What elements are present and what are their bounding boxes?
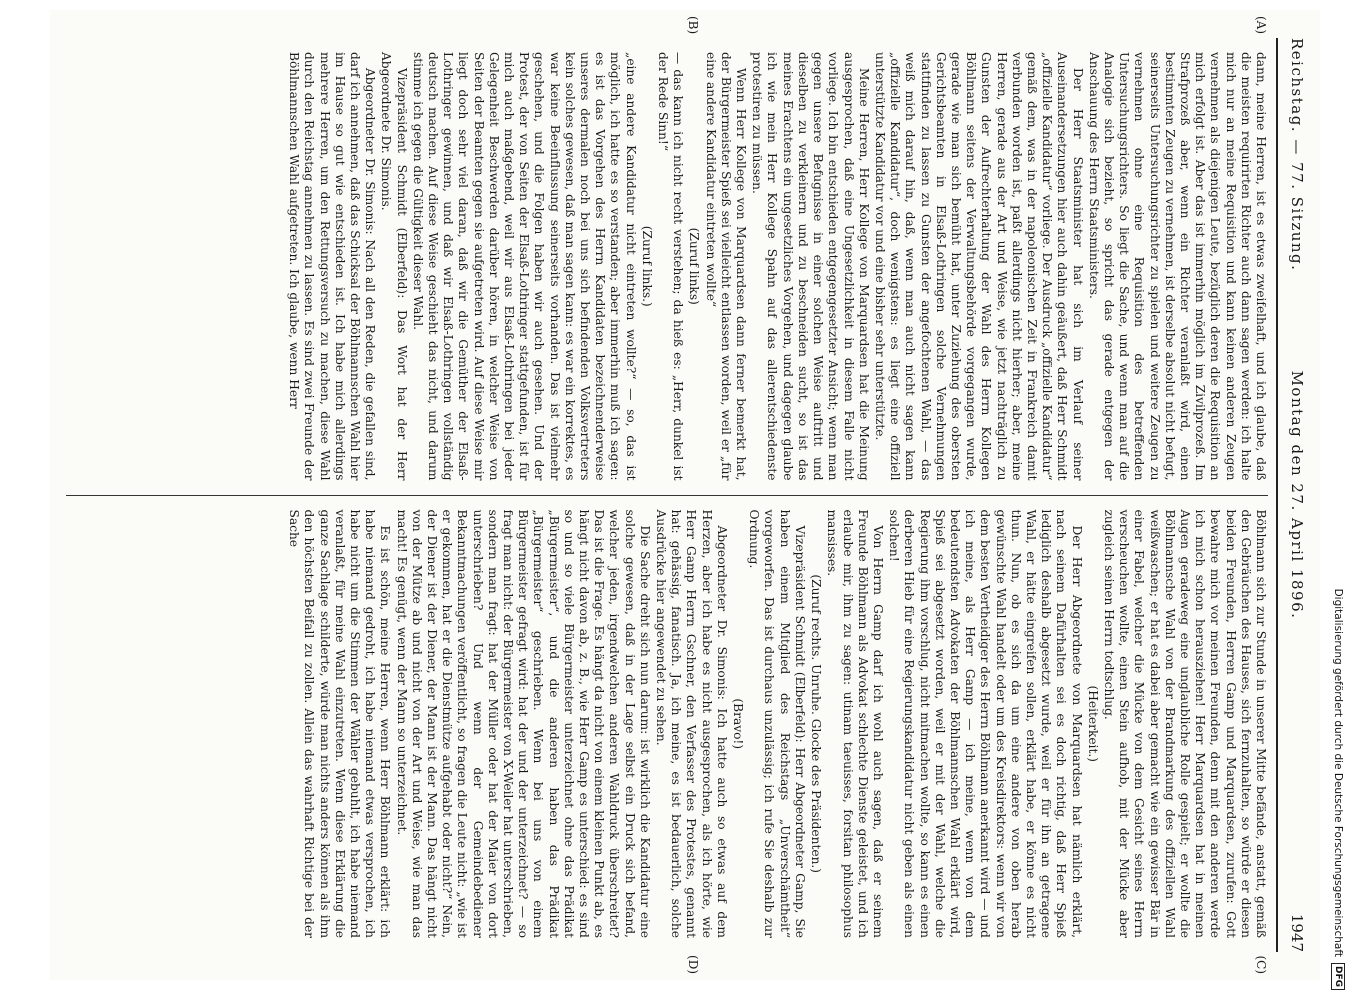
running-head-left: Reichstag. — 77. Sitzung.: [1288, 38, 1306, 272]
paragraph: dann, meine Herren, ist es etwas zweifelhaft, und ich glaube, daß die meisten requirirten Richter auch dann sagen werden: ich halte mich nur an meine Requisition und kann keinen anderen Zeugen vernehmen als diejenigen Leute, bezüglich deren die Requisition an mich erfolgt ist. Aber das ist immerhin möglich im Zivilprozeß. Im Strafprozeß aber, wenn ein Richter veranlaßt wird, einen bestimmten Zeugen zu vernehmen, ist derselbe absolut nicht befugt, seinerseits Untersuchungsrichter zu spielen und weitere Zeugen zu vernehmen ohne eine Requisition des betreffenden Untersuchungsrichters. So liegt die Sache, und wenn man auf die Analogie sich bezieht, so spricht das gerade entgegen der Anschauung des Herrn Staatsministers.: [1086, 52, 1268, 481]
speaker-line: Vizepräsident Schmidt (Elberfeld): Das Wort hat der Herr Abgeordnete Dr. Simonis.: [379, 52, 409, 481]
paragraph: Meine Herren, Herr Kollege von Marquardsen hat die Meinung ausgesprochen, daß eine Ungesetzlichkeit in diesem Falle nicht vorliege. Ich bin entschieden entgegengesetzter Ansicht; wenn man gegen unsere Befugnisse in einer solchen Weise auftritt und dieselben zu verkleinern und zu beschneiden sucht, so ist das meines Erachtens ein ungesetzliches Vorgehen, und dagegen glaube ich wie mein Herr Kollege Spahn auf das allerentschiedenste protestiren zu müssen.: [750, 52, 871, 481]
paragraph: Abgeordneter Dr. Simonis: Nach all den Reden, die gefallen sind, darf ich annehmen, daß das Schicksal der Böhlmannschen Wahl hier im Hause so gut wie entschieden ist. Ich habe mich allerdings mehrere Herren, um den Rettungsversuch zu machen, diese Wahl durch den Reichstag annehmen zu lassen. Es sind zwei Freunde der Böhlmannschen Wahl aufgetreten. Ich glaube, wenn Herr: [287, 52, 378, 481]
interjection: (Bravo!): [731, 698, 746, 750]
paragraph: Abgeordneter Dr. Simonis: Ich hatte auch so etwas auf dem Herzen, aber ich habe es nicht ausgesprochen, als ich hörte, wie Herr Gamp Herrn Gschner, den Verfasser des Protestes, genannt hat: gehässig, fanatisch. Ja, ich meine, es ist bedauerlich, solche Ausdrücke hier angewendet zu sehen.: [654, 509, 729, 938]
left-column: [66, 38, 1268, 495]
digitization-credit: [1329, 10, 1347, 990]
paragraph: „eine andere Kandidatur nicht eintreten wollte?“ — so, das ist möglich, ich hatte es so verstanden; aber immerhin muß ich sagen: es ist das Vorgehen des Herrn Kandidaten bezeichnenderweise unseres dermalen noch bei uns sich befindenden Volksvertreters kein solches gewesen, daß man sagen kann: es war ein korrektes, es war keine Beeinflussung seinerseits vorhanden. Das ist vielmehr geschehen, und die Folgen haben wir auch gesehen. Und der Protest, der von Seiten der Elsaß-Lothringer stattgefunden, ist für mich auch maßgebend, weil wir aus Elsaß-Lothringen bei jeder Gelegenheit Beschwerden darüber hören, in welcher Weise von Seiten der Beamten gegen sie aufgetreten wird. Auf diese Weise mir liegt doch sehr viel daran, daß wir die Gemüther der Elsaß-Lothringer gewinnen, und daß wir Elsaß-Lothringen vollständig deutsch machen. Auf diese Weise geschieht das nicht, und darum stimme ich gegen die Gültigkeit dieser Wahl.: [410, 52, 638, 481]
speaker-line: Vizepräsident Schmidt (Elberfeld): Herr Abgeordneter Gamp, Sie haben einem Mitglied des Reichstags „Unverschämtheit“ vorgeworfen. Das ist durchaus unzulässig; ich rufe Sie deshalb zur Ordnung.: [747, 509, 807, 938]
credit-text: Digitalisierung gefördert durch die Deutsche Forschungsgemeinschaft: [1332, 588, 1344, 957]
paragraph: — das kann ich nicht recht verstehen; da hieß es: „Herr, dunkel ist der Rede Sinn!“: [656, 52, 686, 481]
interjection: (Zuruf rechts. Unruhe. Glocke des Präsidenten.): [809, 574, 824, 874]
interjection: (Zuruf links.): [639, 225, 654, 307]
paragraph: Wenn Herr Kollege von Marquardsen dann ferner bemerkt hat, der Bürgermeister Spieß sei vielleicht entlassen worden, weil er „für eine andere Kandidatur eintreten wollte“: [703, 52, 749, 481]
right-column: [66, 495, 1268, 953]
page-rotated: [50, 10, 1320, 980]
text-columns: [66, 38, 1268, 952]
scanned-page: [50, 10, 1320, 980]
paragraph: Von Herrn Gamp darf ich wohl auch sagen, daß er seinem Freunde Böhlmann als Advokat schlechte Dienste geleistet, und ich erlaube mir, ihm zu sagen: utinam taeuisses, forsitan philosophus mansisses.: [825, 509, 885, 938]
paragraph: Der Herr Abgeordnete von Marquardsen hat nämlich erklärt, nach seinem Dafürhalten sei es doch richtig, daß Herr Spieß lediglich deshalb abgesetzt wurde, weil er für ihn an getragene Wahl, er hätte eingreifen sollen, erklärt habe, er könne es nicht thun. Nun, ob es sich da um eine andere von oben herab gewünschte Wahl handelt oder um des Kreisdirektors: wenn wir von dem besten Vertheidiger des Herrn Böhlmann anerkannt wird — und ich meine, als Herr Gamp — ich meine, wenn von dem bedeutendsten Advokaten der Böhlmannschen Wahl erklärt wird, Spieß sei abgesetzt worden, weil er mit der Wahl, welche die Regierung ihm vorschlug, nicht mitmachen wollte, so kann es einen derberen Hieb für eine Regierungskandidatur nicht geben als einen solchen!: [887, 509, 1084, 938]
page-number: 1947: [1288, 913, 1306, 952]
margin-marker-c: (C): [1254, 955, 1268, 974]
running-head-date: Montag den 27. April 1896.: [1288, 370, 1306, 620]
margin-marker-d: (D): [686, 955, 700, 974]
paragraph: Böhlmann sich zur Stunde in unserer Mitte befände, anstatt, gemäß den Gebräuchen des Hauses, sich fernzuhalten, so würde er diesen beiden Freunden, Herren Gamp und Marquardsen, zurufen: Gott bewahre mich vor meinen Freunden, denn mit den anderen werde ich mich schon herausziehen! Herr Marquardsen hat in meinen Augen geradeweg eine unglaubliche Rolle gespielt; er wollte die Böhlmannsche Wahl von der Brandmarkung des offiziellen Wahl weißwaschen; er hat es dabei aber gemacht wie ein gewisser Bär in einer Fabel, welcher die Mücke von dem Gesicht seines Herrn verscheuchen wollte, einen Stein aufhob, mit der Mücke aber zugleich seinen Herrn todtschlug.: [1101, 509, 1268, 938]
dfg-logo-icon: DFG: [1331, 963, 1345, 990]
interjection: (Zuruf links): [687, 227, 702, 305]
margin-marker-a: (A): [1254, 16, 1268, 35]
paragraph: Die Sache dreht sich nun darum: ist wirklich die Kandidatur eine solche gewesen, daß in der Lage selbst ein Druck sich befand, welcher jeden, irgendwelchen anderen Wahldruck überschreitet? Das ist die Frage. Es hängt da nicht von einem kleinen Punkt ab, es hängt nicht davon ab, z. B., wie Herr Gamp es unterschied: es sind so und so viele Bürgermeister unterzeichnet ohne das Prädikat „Bürgermeister“, und die anderen haben das Prädikat „Bürgermeister“ geschrieben. Wenn bei uns von einem Bürgermeister gefragt wird: hat der und der unterzeichnet? — so fragt man nicht: der Bürgermeister von X-Weiler hat unterschrieben, sondern man fragt: hat der Müller oder hat der Maier von dort unterschrieben? Und wenn der Gemeindebediener Bekanntmachungen veröffentlicht, so fragen die Leute nicht: „wie ist er gekommen, hat er die Dienstmütze aufgehabt oder nicht?“ Nein, der Diener ist der Diener, der Mann ist der Mann. Das hängt nicht von der Mütze ab und nicht von der Art und Weise, wie man das macht! Es genügt, wenn der Mann so unterzeichnet.: [394, 509, 652, 938]
margin-marker-b: (B): [686, 16, 700, 35]
paragraph: Es ist schön, meine Herren, wenn Herr Böhlmann erklärt: ich habe niemand gedroht, ich habe niemand etwas versprochen, ich habe nicht um die Stimmen der Wähler gebuhlt, ich habe niemand veranlaßt, für meine Wahl einzutreten. Wenn diese Erklärung die ganze Sachlage schilderte, würde man nichts anders können als ihm den höchsten Beifall zu zollen. Allein das wahrhaft Richtige bei der Sache: [287, 509, 393, 938]
interjection: (Heiterkeit.): [1085, 685, 1100, 762]
paragraph: Der Herr Staatsminister hat sich im Verlauf seiner Auseinandersetzungen hier auch dahin geäußert, daß Herr Schmidt „offizielle Kandidatur“ vorliege. Der Ausdruck „offizielle Kandidatur“ gemäß dem, was in der napoleonischen Zeit in Frankreich damit verbunden worden ist, paßt allerdings nicht hierher; aber, meine Herren, gerade aus der Art und Weise, wie jetzt nachträglich zu Gunsten der Aufrechterhaltung der Wahl des Herrn Kollegen Böhlmann seitens der Verwaltungsbehörde vorgegangen wurde, gerade wie man sich bemüht hat, unter Zuziehung des obersten Gerichtsbeamten in Elsaß-Lothringen solche Vernehmungen stattfinden zu lassen zu Gunsten der angefochtenen Wahl, — das weiß mich darauf hin, daß, wenn man auch nicht sagen kann „offizielle Kandidatur“, doch wenigstens: es liegt eine offiziell unterstützte Kandidatur vor und eine bisher sehr unterstützte.: [872, 52, 1085, 481]
running-head: [1276, 38, 1312, 952]
